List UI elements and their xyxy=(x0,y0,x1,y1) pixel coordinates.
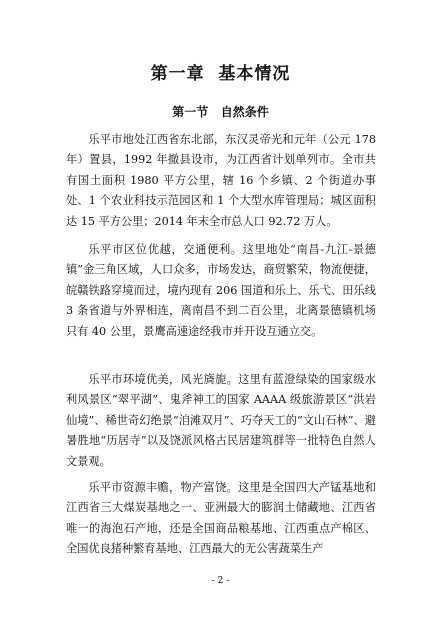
chapter-title: 第一章 基本情况 xyxy=(150,64,291,84)
page-number: - 2 - xyxy=(211,576,230,586)
paragraph-environment: 乐平市环境优美，风光旖旎。这里有蓝澄绿染的国家级水利风景区“翠平湖”、鬼斧神工的国家 AAAA 级旅游景区“洪岩仙境”、稀世奇幻绝景“洎滩双月”、巧夺天工的“文山石林”、避暑胜地“历居寺”以及饶派风格古民居建筑群等一批特色自然人文景观。 xyxy=(66,373,376,468)
paragraph-location: 乐平市地处江西省东北部，东汉灵帝光和元年（公元 178 年）置县，1992 年撤县设市，为江西省计划单列市。全市共有国土面积 1980 平方公里，辖 16 个乡镇、2 个街道办事处、1 个农业科技示范园区和 1 个大型水库管理局；城区面积达 15 平方公里；2014 年末全市总人口 92.72 万人。 xyxy=(66,133,376,228)
paragraph-transport: 乐平市区位优越，交通便利。这里地处“南昌-九江-景德镇”金三角区域，人口众多，市场发达，商贸繁荣，物流便捷，皖赣铁路穿境而过，境内现有 206 国道和乐上、乐弋、田乐线 3 条省道与外界相连，离南昌不到二百公里，北离景德镇机场只有 40 公里，景鹰高速途经我市并开设互通立交。 xyxy=(66,243,376,338)
section-title: 第一节 自然条件 xyxy=(172,105,269,119)
paragraph-resources: 乐平市资源丰赡，物产富饶。这里是全国四大产锰基地和江西省三大煤炭基地之一、亚洲最大的膨润土储藏地、江西省唯一的海泡石产地，还是全国商品粮基地、江西重点产棉区、全国优良猪种繁育基地、江西最大的无公害蔬菜生产 xyxy=(66,481,376,556)
